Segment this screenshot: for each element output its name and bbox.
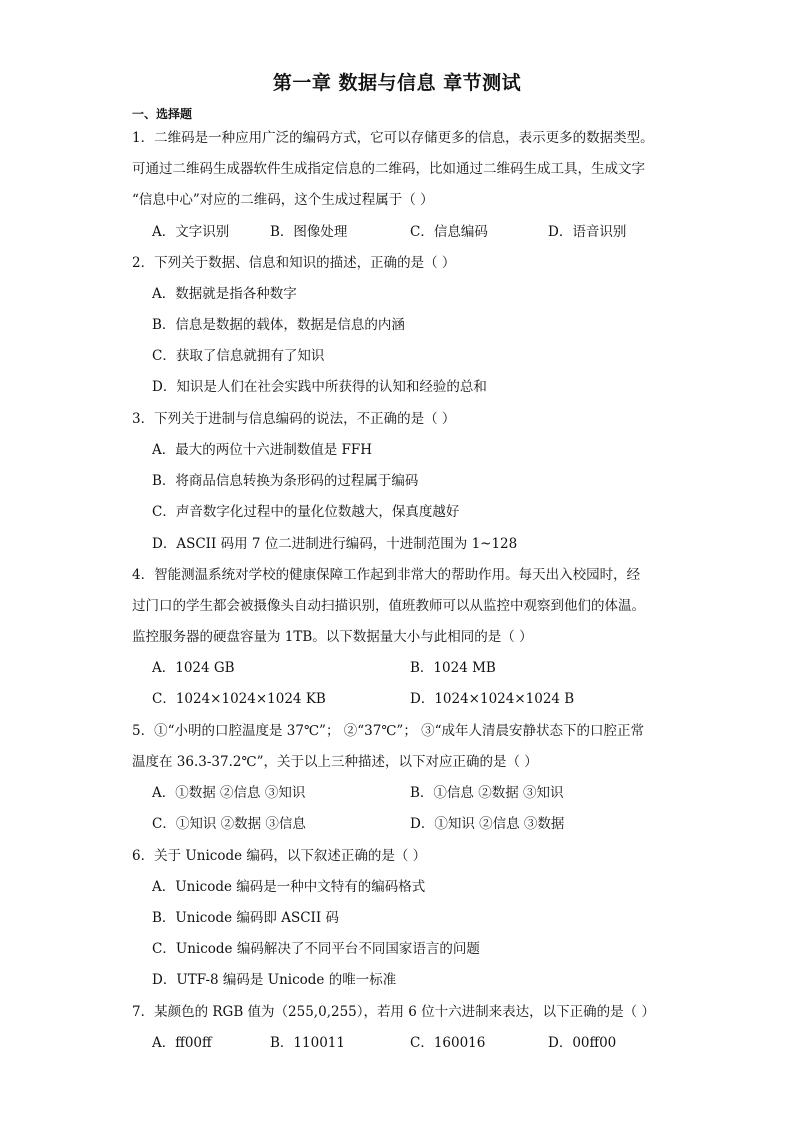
question-6-text: 6．关于 Unicode 编码，以下叙述正确的是（ ） [132,848,427,864]
option-d[interactable]: D．ASCII 码用 7 位二进制进行编码，十进制范围为 1~128 [152,536,518,552]
question-7-text: 7．某颜色的 RGB 值为（255,0,255），若用 6 位十六进制来表达，以下正确的是（ ） [132,1004,655,1020]
option-b[interactable]: B．Unicode 编码即 ASCII 码 [152,910,339,926]
question-5-text: 5．①“小明的口腔温度是 37℃”； ②“37℃”； ③“成年人清晨安静状态下的口腔正常 [132,723,645,739]
option-b[interactable]: B．将商品信息转换为条形码的过程属于编码 [152,473,419,489]
option-d[interactable]: D．知识是人们在社会实践中所获得的认知和经验的总和 [152,379,487,395]
option-b[interactable]: B．①信息 ②数据 ③知识 [410,785,564,801]
option-a[interactable]: A．最大的两位十六进制数值是 FFH [152,442,373,458]
option-d[interactable]: D．1024×1024×1024 B [410,691,575,707]
option-d[interactable]: D．语音识别 [548,224,627,240]
option-c[interactable]: C．声音数字化过程中的量化位数越大，保真度越好 [152,504,460,520]
question-1-text: 可通过二维码生成器软件生成指定信息的二维码，比如通过二维码生成工具，生成文字 [132,161,645,177]
option-a[interactable]: A．数据就是指各种数字 [152,286,297,302]
page-title: 第一章 数据与信息 章节测试 [272,72,522,94]
option-b[interactable]: B．110011 [270,1035,345,1051]
question-1-text: 1．二维码是一种应用广泛的编码方式，它可以存储更多的信息，表示更多的数据类型。 [132,130,654,146]
question-4-text: 4．智能测温系统对学校的健康保障工作起到非常大的帮助作用。每天出入校园时，经 [132,567,641,583]
question-5-text: 温度在 36.3-37.2℃”，关于以上三种描述，以下对应正确的是（ ） [132,754,538,770]
option-c[interactable]: C．1024×1024×1024 KB [152,691,326,707]
question-2-text: 2．下列关于数据、信息和知识的描述，正确的是（ ） [132,255,456,271]
question-1-text: “信息中心”对应的二维码，这个生成过程属于（ ） [132,192,434,208]
option-c[interactable]: C．信息编码 [410,224,488,240]
option-a[interactable]: A．Unicode 编码是一种中文特有的编码格式 [152,879,426,895]
option-c[interactable]: C．160016 [410,1035,486,1051]
option-b[interactable]: B．1024 MB [410,660,496,676]
option-d[interactable]: D．00ff00 [548,1035,617,1051]
option-a[interactable]: A．ff00ff [152,1035,212,1051]
question-4-text: 过门口的学生都会被摄像头自动扫描识别，值班教师可以从监控中观察到他们的体温。 [132,598,645,614]
option-c[interactable]: C．①知识 ②数据 ③信息 [152,816,306,832]
option-c[interactable]: C．获取了信息就拥有了知识 [152,348,325,364]
section-heading: 一、选择题 [132,107,193,121]
option-a[interactable]: A．1024 GB [152,660,235,676]
option-b[interactable]: B．信息是数据的载体，数据是信息的内涵 [152,317,405,333]
question-4-text: 监控服务器的硬盘容量为 1TB。以下数据量大小与此相同的是（ ） [132,629,533,645]
option-d[interactable]: D．UTF-8 编码是 Unicode 的唯一标准 [152,972,397,988]
option-a[interactable]: A．①数据 ②信息 ③知识 [152,785,306,801]
option-a[interactable]: A．文字识别 [152,224,230,240]
question-3-text: 3．下列关于进制与信息编码的说法，不正确的是（ ） [132,411,456,427]
option-c[interactable]: C．Unicode 编码解决了不同平台不同国家语言的问题 [152,941,480,957]
option-b[interactable]: B．图像处理 [270,224,348,240]
option-d[interactable]: D．①知识 ②信息 ③数据 [410,816,565,832]
